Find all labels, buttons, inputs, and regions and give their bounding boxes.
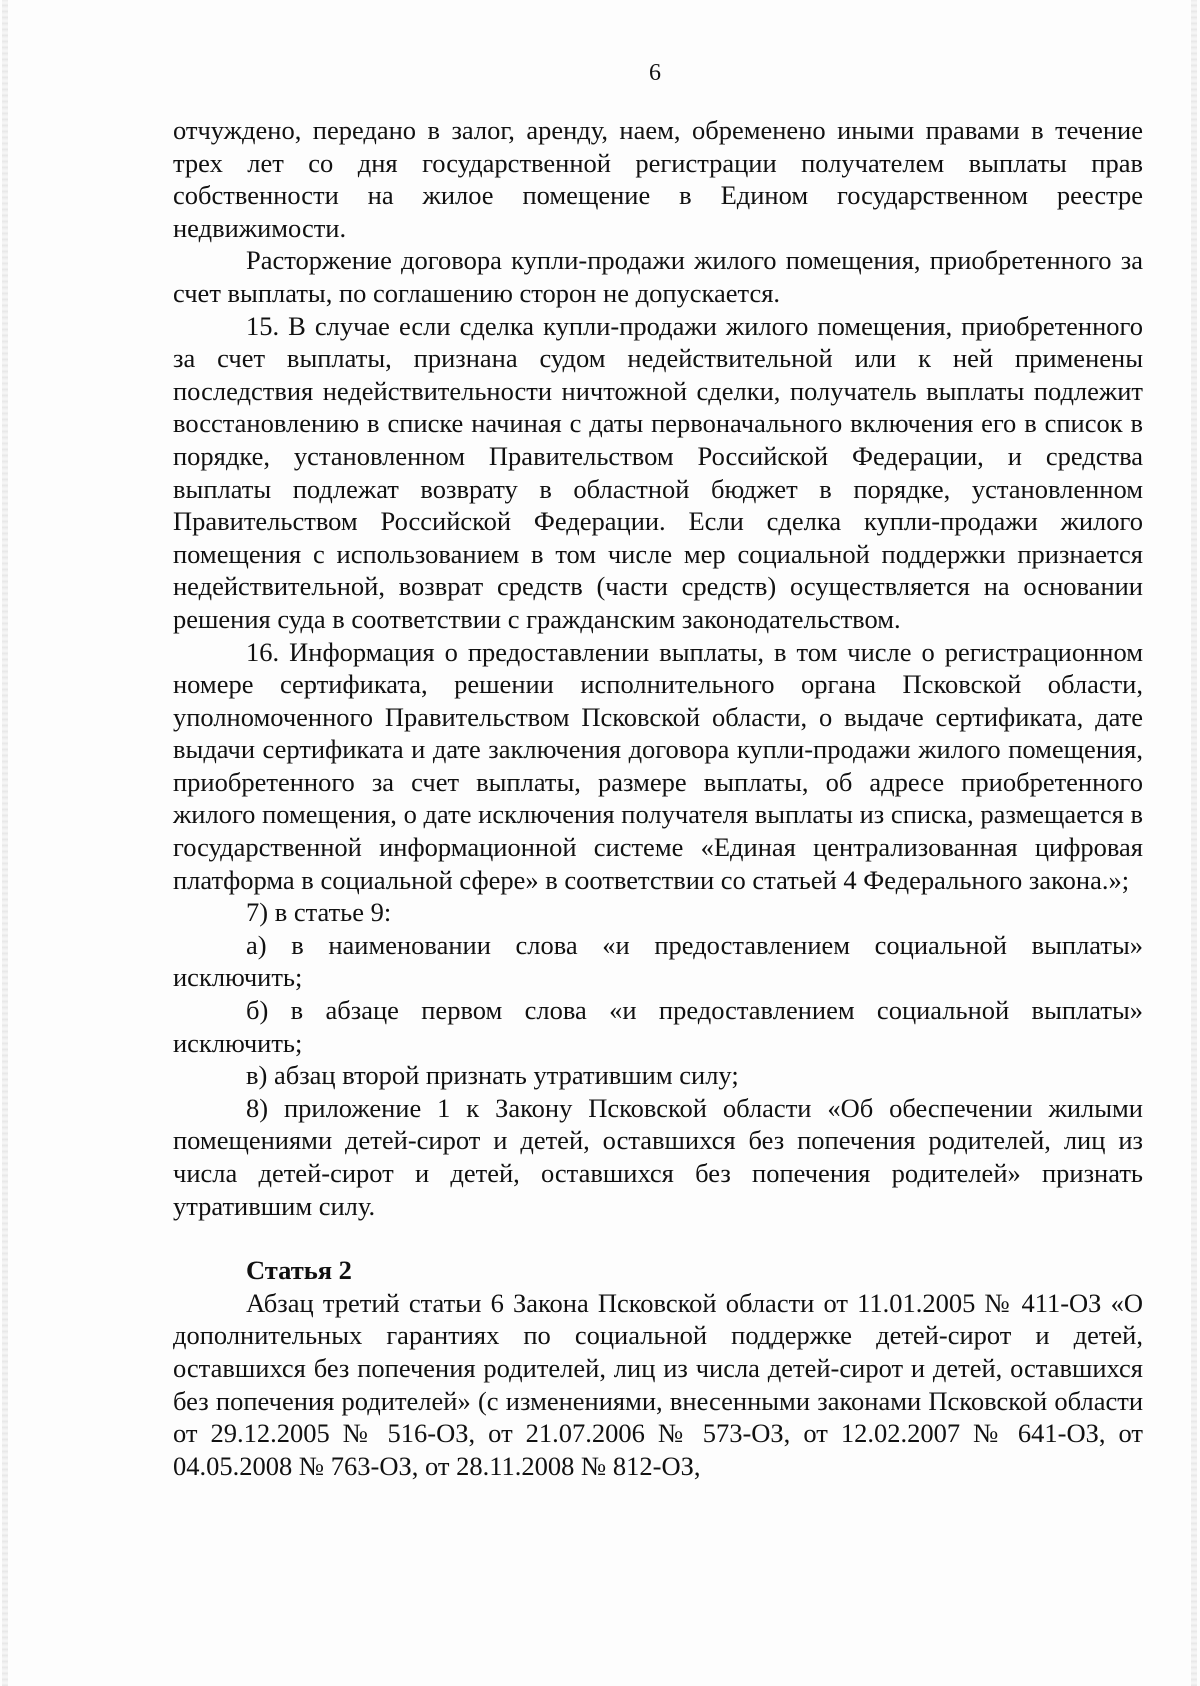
paragraph-item-7a: а) в наименовании слова «и предоставлением социальной выплаты» исключить; bbox=[173, 929, 1143, 993]
paragraph-item-16: 16. Информация о предоставлении выплаты, в том числе о регистрационном номере сертификата, решении исполнительного органа Псковской области, уполномоченного Правительством Псковской области, о выдаче сертификата, дате выдачи сертификата и дате заключения договора купли-продажи жилого помещения, приобретенного за счет выплаты, размере выплаты, об адресе приобретенного жилого помещения, о дате исключения получателя выплаты из списка, размещается в государственной информационной системе «Единая централизованная цифровая платформа в социальной сфере» в соответствии со статьей 4 Федерального закона.»; bbox=[173, 636, 1143, 895]
scan-edge-left bbox=[2, 0, 8, 1686]
paragraph-item-8: 8) приложение 1 к Закону Псковской области «Об обеспечении жилыми помещениями детей-сирот и детей, оставшихся без попечения родителей, лиц из числа детей-сирот и детей, оставшихся без попечения родителей» признать утратившим силу. bbox=[173, 1092, 1143, 1221]
page-number: 6 bbox=[649, 60, 661, 86]
paragraph-item-7b: б) в абзаце первом слова «и предоставлением социальной выплаты» исключить; bbox=[173, 995, 1143, 1058]
paragraph-item-7v: в) абзац второй признать утратившим силу; bbox=[246, 1060, 739, 1091]
article-2-text: Абзац третий статьи 6 Закона Псковской области от 11.01.2005 № 411-ОЗ «О дополнительных гарантиях по социальной поддержке детей-сирот и детей, оставшихся без попечения родителей, лиц из числа детей-сирот и детей, оставшихся без попечения родителей» (с изменениями, внесенными законами Псковской области от 29.12.2005 № 516-ОЗ, от 21.07.2006 № 573-ОЗ, от 12.02.2007 № 641-ОЗ, от 04.05.2008 № 763-ОЗ, от 28.11.2008 № 812-ОЗ, bbox=[173, 1287, 1143, 1481]
paragraph-termination-clause: Расторжение договора купли-продажи жилого помещения, приобретенного за счет выплаты, по соглашению сторон не допускается. bbox=[173, 245, 1143, 308]
scan-edge-right bbox=[1191, 0, 1197, 1686]
document-body bbox=[173, 114, 1143, 1482]
paragraph-item-15: 15. В случае если сделка купли-продажи жилого помещения, приобретенного за счет выплаты, признана судом недействительной или к ней применены последствия недействительности ничтожной сделки, получатель выплаты подлежит восстановлению в списке начиная с даты первоначального включения его в список в порядке, установленном Правительством Российской Федерации, и средства выплаты подлежат возврату в областной бюджет в порядке, установленном Правительством Российской Федерации. Если сделка купли-продажи жилого помещения с использованием в том числе мер социальной поддержки признается недействительной, возврат средств (части средств) осуществляется на основании решения суда в соответствии с гражданским законодательством. bbox=[173, 310, 1143, 634]
article-2-heading: Статья 2 bbox=[246, 1255, 352, 1286]
paragraph-continuation: отчуждено, передано в залог, аренду, наем, обременено иными правами в течение трех лет со дня государственной регистрации получателем выплаты прав собственности на жилое помещение в Едином государственном реестре недвижимости. bbox=[173, 115, 1143, 243]
paragraph-item-7: 7) в статье 9: bbox=[246, 897, 392, 928]
